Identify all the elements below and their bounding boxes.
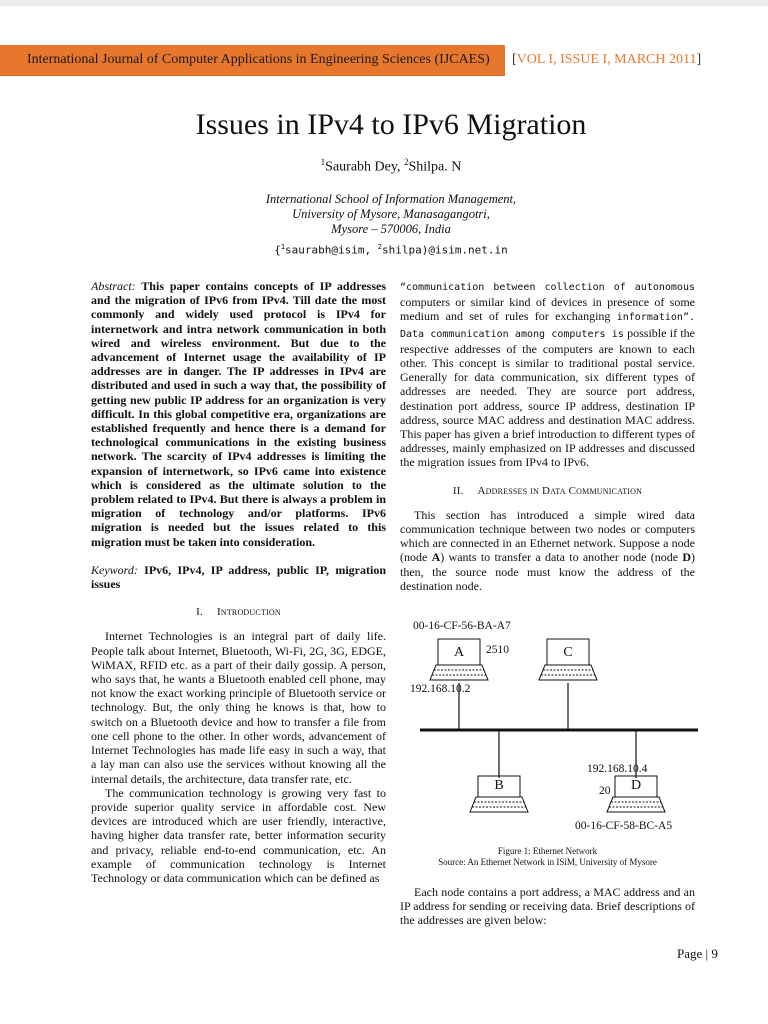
authors: $^1$Saurabh Dey, $^2$Shilpa. N xyxy=(320,157,462,175)
affiliation: International School of Information Management, University of Mysore, Manasagangotri, Mysore – 570006, India xyxy=(265,192,517,236)
laptop-c-base xyxy=(539,665,597,680)
laptop-d-base xyxy=(607,797,665,812)
volume-text: VOL I, ISSUE I, MARCH 2011 xyxy=(516,52,697,67)
node-b-label: B xyxy=(494,778,504,793)
figure-caption: Figure 1: Ethernet Network Source: An Ethernet Network in ISiM, University of Mysore xyxy=(438,846,657,867)
laptop-b-base xyxy=(470,797,528,812)
laptop-a-base xyxy=(430,665,488,680)
left-column xyxy=(91,279,386,885)
author-emails: {$^1$saurabh@isim, $^2$shilpa)@isim.net.in xyxy=(274,243,508,257)
intro-continuation: “communication between collection of autonomous computers or similar kind of devices in presence of some medium and set of rules for exchanging information”. Data communication among computers is possible if the respective addresses of the computers are known to each other. This concept is similar to traditional postal service. Generally for data communication, six different types of addresses are needed. They are source port address, destination port address, source IP address, destination IP address, source MAC address and destination MAC address. This paper has given a brief introduction to different types of addresses, mainly emphasized on IP addresses and discussed the migration issues from IPv4 to IPv6. xyxy=(400,282,696,470)
section-heading-addresses: II. Addresses in Data Communication xyxy=(452,484,643,497)
keywords: Keyword: IPv6, IPv4, IP address, public IP, migration issues xyxy=(91,562,386,592)
closing-paragraph: Each node contains a port address, a MAC address and an IP address for sending or receiving data. Brief descriptions of the addresses are given below: xyxy=(400,885,695,928)
abstract: Abstract: This paper contains concepts of IP addresses and the migration of IPv6 from IPv4. Till date the most commonly and widely used protocol is IPv4 for internetwork and intra network communication in both wired and wireless environment. But due to the advancement of Internet usage the availability of IP addresses are in danger. The IP addresses in IPv4 are distributed and used in such a way that, the possibility of getting new public IP address for an organization is very difficult. In this global competitive era, organizations are established frequently and hence there is a demand for technological communications in the existing business network. The scarcity of IPv4 addresses is limiting the expansion of internetwork, so IPv6 came into existence which is considered as the ultimate solution to the problem related to IPv4. But there is always a problem in migration of technology and/or platforms. IPv6 migration is needed but the issues related to this migration must be taken into consideration. xyxy=(91,279,386,549)
top-margin-line xyxy=(0,0,768,6)
mac-address-d: 00-16-CF-58-BC-A5 xyxy=(575,820,673,832)
journal-header-bar xyxy=(0,45,505,76)
port-d: 20 xyxy=(599,785,611,797)
ip-address-a: 192.168.10.2 xyxy=(410,683,471,695)
volume-info: [VOL I, ISSUE I, MARCH 2011] xyxy=(512,52,702,67)
intro-paragraph-2: The communication technology is growing very fast to provide superior quality service in affordable cost. New devices are introduced which are user friendly, interactive, having higher data transfer rate, better information security and privacy, reliable end-to-end communication, etc. An example of communication technology is Internet Technology or data communication which can be defined as xyxy=(91,785,386,885)
page-number: Page | 9 xyxy=(677,946,718,961)
ip-address-d: 192.168.10.4 xyxy=(587,763,648,775)
node-c-label: C xyxy=(563,645,573,660)
mac-address-a: 00-16-CF-56-BA-A7 xyxy=(413,620,511,632)
node-d-label: D xyxy=(630,778,642,793)
paper-title: Issues in IPv4 to IPv6 Migration xyxy=(195,108,587,141)
port-a: 2510 xyxy=(486,644,509,656)
ethernet-network-diagram xyxy=(400,615,700,845)
journal-name: International Journal of Computer Applications in Engineering Sciences (IJCAES) xyxy=(27,52,490,67)
intro-paragraph-1: Internet Technologies is an integral part of daily life. People talk about Internet, Bluetooth, Wi-Fi, 2G, 3G, EDGE, WiMAX, RFID etc. as a part of their daily gossip. A person, who says that, he wants a Bluetooth enabled cell phone, may not know the exact working principle of Bluetooth service or technology. But, the only thing he knows is that, how to switch on a Bluetooth device and how to transfer a file from one cell phone to the other. In other words, advancement of Internet Technologies has made life easy in such a way, that a lay man can also use the services without knowing all the internal details, the architecture, data transfer rate, etc. xyxy=(91,629,386,786)
node-a-label: A xyxy=(453,645,465,660)
section2-paragraph: This section has introduced a simple wired data communication technique between two nodes or computers which are connected in an Ethernet network. Suppose a node (node A) wants to transfer a data to another node (node D) then, the source node must know the address of the destination node. xyxy=(400,507,695,593)
right-column xyxy=(400,279,695,593)
section-heading-introduction: I. Introduction xyxy=(196,606,281,619)
